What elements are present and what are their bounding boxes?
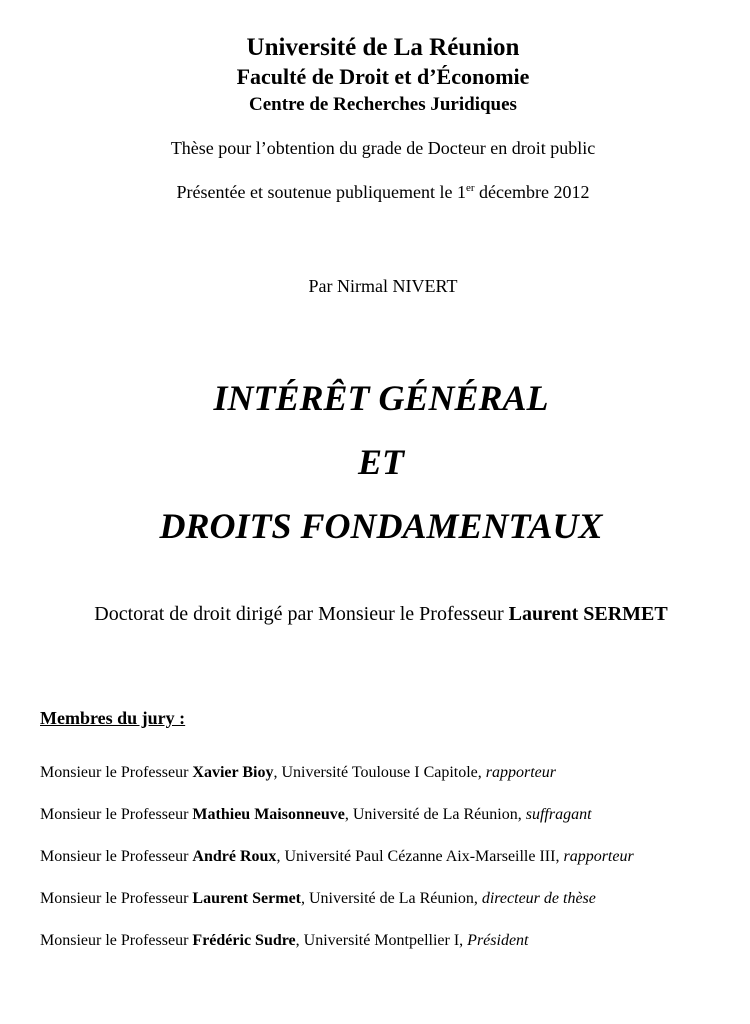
jury-member-name: Laurent Sermet	[192, 890, 301, 907]
defense-date-prefix: Présentée et soutenue publiquement le 1	[176, 182, 466, 202]
thesis-purpose: Thèse pour l’obtention du grade de Docteur en droit public	[170, 138, 596, 158]
jury-member-role: Président	[467, 932, 529, 949]
jury-member	[40, 805, 634, 825]
jury-member-institution: , Université de La Réunion,	[344, 806, 526, 823]
supervision-prefix: Doctorat de droit dirigé par Monsieur le Professeur	[94, 603, 509, 625]
research-centre-name: Centre de Recherches Juridiques	[249, 94, 517, 115]
jury-member-role: suffragant	[525, 806, 592, 823]
defense-date-ordinal: er	[465, 182, 475, 194]
jury-heading: Membres du jury :	[40, 708, 186, 728]
jury-member-name: Mathieu Maisonneuve	[192, 806, 345, 823]
thesis-title-line-2: ET	[357, 442, 404, 482]
jury-member-institution: , Université Montpellier I,	[295, 932, 468, 949]
jury-member	[40, 889, 634, 909]
thesis-title-line-3: DROITS FONDAMENTAUX	[159, 506, 603, 546]
jury-list	[40, 763, 634, 973]
jury-member	[40, 931, 634, 951]
jury-member-name: Xavier Bioy	[192, 764, 274, 781]
defense-date-line	[8, 180, 750, 204]
supervisor-name: Laurent SERMET	[508, 603, 668, 625]
faculty-name: Faculté de Droit et d’Économie	[236, 64, 530, 89]
university-name: Université de La Réunion	[246, 34, 520, 61]
jury-member-prefix: Monsieur le Professeur	[40, 806, 193, 823]
supervision-line	[6, 601, 750, 627]
jury-member-role: rapporteur	[485, 764, 557, 781]
jury-member	[40, 847, 634, 867]
jury-member-prefix: Monsieur le Professeur	[40, 848, 193, 865]
jury-member-prefix: Monsieur le Professeur	[40, 764, 193, 781]
jury-member-role: rapporteur	[563, 848, 634, 865]
jury-member-role: directeur de thèse	[481, 890, 596, 907]
jury-member	[40, 763, 634, 783]
jury-member-prefix: Monsieur le Professeur	[40, 932, 193, 949]
defense-date-suffix: décembre 2012	[474, 182, 590, 202]
jury-member-prefix: Monsieur le Professeur	[40, 890, 193, 907]
author-line: Par Nirmal NIVERT	[308, 276, 458, 296]
jury-member-institution: , Université de La Réunion,	[301, 890, 482, 907]
jury-member-name: André Roux	[192, 848, 277, 865]
thesis-title-line-1: INTÉRÊT GÉNÉRAL	[213, 378, 549, 418]
jury-member-name: Frédéric Sudre	[192, 932, 296, 949]
jury-member-institution: , Université Toulouse I Capitole,	[273, 764, 486, 781]
jury-member-institution: , Université Paul Cézanne Aix-Marseille III,	[276, 848, 564, 865]
